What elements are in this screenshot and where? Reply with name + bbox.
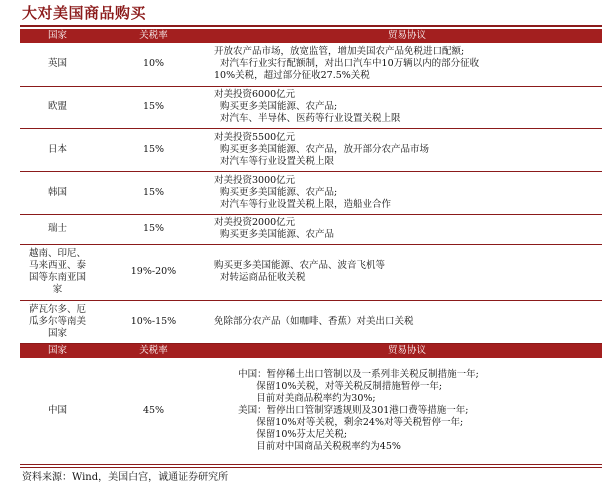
agreement-line: 10%关税，超过部分征收27.5%关税 bbox=[214, 70, 370, 82]
country-name-line: 韩国 bbox=[47, 186, 67, 198]
agreement-line: 对美投资6000亿元 bbox=[214, 89, 296, 100]
country-name-line: 日本 bbox=[47, 143, 67, 155]
table-row bbox=[20, 214, 602, 244]
tariff-rate-cell: 15% bbox=[95, 214, 212, 244]
header-row-repeat bbox=[20, 343, 602, 358]
agreement-line: 目前对美商品税率约为30%; bbox=[214, 392, 376, 404]
country-cell bbox=[20, 128, 95, 171]
country-cell bbox=[20, 358, 95, 465]
agreement-line: 保留10%对等关税，剩余24%对等关税暂停一年; bbox=[214, 416, 464, 428]
table-row bbox=[20, 43, 602, 86]
header-tariff: 关税率 bbox=[95, 343, 212, 358]
tariff-rate-cell: 45% bbox=[95, 358, 212, 465]
agreement-line: 对美投资2000亿元 bbox=[214, 217, 296, 228]
tariff-rate-cell: 15% bbox=[95, 128, 212, 171]
header-row bbox=[20, 29, 602, 43]
agreement-line: 对汽车等行业设置关税上限 bbox=[214, 155, 335, 167]
country-name-line: 国家 bbox=[47, 327, 67, 339]
agreement-line: 对汽车、半导体、医药等行业设置关税上限 bbox=[214, 113, 401, 124]
trade-agreement-table bbox=[20, 29, 602, 465]
agreement-line: 购买更多美国能源、农产品，放开部分农产品市场 bbox=[214, 143, 430, 155]
tariff-rate-cell: 10% bbox=[95, 43, 212, 86]
agreement-line: 购买更多美国能源、农产品、波音飞机等 bbox=[214, 260, 386, 271]
source-note: 资料来源：Wind，美国白宫，诚通证券研究所 bbox=[22, 472, 229, 483]
agreement-line: 保留10%关税，对等关税反制措施暂停一年; bbox=[214, 380, 443, 392]
header-country: 国家 bbox=[20, 29, 95, 43]
agreement-line: 美国：暂停出口管制穿透规则及301港口费等措施一年; bbox=[214, 404, 469, 416]
agreement-line: 对汽车行业实行配额制，对出口汽车中10万辆以内的部分征收 bbox=[214, 58, 480, 70]
country-cell bbox=[20, 214, 95, 244]
tariff-rate-cell: 19%-20% bbox=[95, 244, 212, 300]
agreement-cell bbox=[212, 214, 602, 244]
agreement-line: 开放农产品市场，放宽监管，增加美国农产品免税进口配额; bbox=[214, 46, 465, 58]
country-name-line: 国等东南亚国 bbox=[28, 272, 86, 283]
agreement-cell bbox=[212, 358, 602, 465]
country-name-line: 欧盟 bbox=[47, 101, 67, 112]
country-cell bbox=[20, 244, 95, 300]
country-name-line: 马来西亚、泰 bbox=[28, 260, 86, 271]
table-row bbox=[20, 86, 602, 128]
agreement-line: 中国：暂停稀土出口管制以及一系列非关税反制措施一年; bbox=[214, 368, 479, 380]
tariff-rate-cell: 15% bbox=[95, 171, 212, 214]
agreement-line: 购买更多美国能源、农产品 bbox=[214, 229, 335, 240]
agreement-cell bbox=[212, 128, 602, 171]
country-name-line: 瓜多尔等南美 bbox=[28, 315, 86, 327]
header-tariff: 关税率 bbox=[95, 29, 212, 43]
agreement-line: 购买更多美国能源、农产品; bbox=[214, 186, 338, 198]
agreement-line: 购买更多美国能源、农产品; bbox=[214, 101, 338, 112]
country-name-line: 英国 bbox=[47, 58, 67, 70]
page-title: 大对美国商品购买 bbox=[22, 4, 147, 22]
header-agreement: 贸易协议 bbox=[212, 343, 602, 358]
country-name-line: 家 bbox=[52, 284, 63, 295]
country-cell bbox=[20, 86, 95, 128]
agreement-cell bbox=[212, 43, 602, 86]
title-divider bbox=[20, 25, 602, 27]
table-row bbox=[20, 128, 602, 171]
table-row bbox=[20, 244, 602, 300]
country-name-line: 瑞士 bbox=[47, 223, 67, 234]
table-row bbox=[20, 171, 602, 214]
agreement-line: 保留10%芬太尼关税; bbox=[214, 428, 348, 440]
agreement-cell bbox=[212, 244, 602, 300]
table-row-china bbox=[20, 358, 602, 465]
table-row bbox=[20, 300, 602, 343]
country-cell bbox=[20, 43, 95, 86]
agreement-line: 对转运商品征收关税 bbox=[214, 272, 306, 283]
agreement-line: 免除部分农产品（如咖啡、香蕉）对美出口关税 bbox=[214, 315, 414, 327]
tariff-rate-cell: 10%-15% bbox=[95, 300, 212, 343]
agreement-cell bbox=[212, 86, 602, 128]
country-cell bbox=[20, 300, 95, 343]
agreement-line: 对美投资3000亿元 bbox=[214, 174, 296, 186]
agreement-line: 对美投资5500亿元 bbox=[214, 131, 296, 143]
country-name-line: 萨瓦尔多、厄 bbox=[28, 303, 86, 315]
country-name-line: 中国 bbox=[47, 404, 67, 416]
header-agreement: 贸易协议 bbox=[212, 29, 602, 43]
agreement-line: 对汽车等行业设置关税上限，造船业合作 bbox=[214, 198, 392, 210]
tariff-rate-cell: 15% bbox=[95, 86, 212, 128]
agreement-line: 目前对中国商品关税税率约为45% bbox=[214, 440, 401, 452]
country-cell bbox=[20, 171, 95, 214]
agreement-cell bbox=[212, 171, 602, 214]
agreement-cell bbox=[212, 300, 602, 343]
header-country: 国家 bbox=[20, 343, 95, 358]
country-name-line: 越南、印尼、 bbox=[28, 248, 86, 259]
